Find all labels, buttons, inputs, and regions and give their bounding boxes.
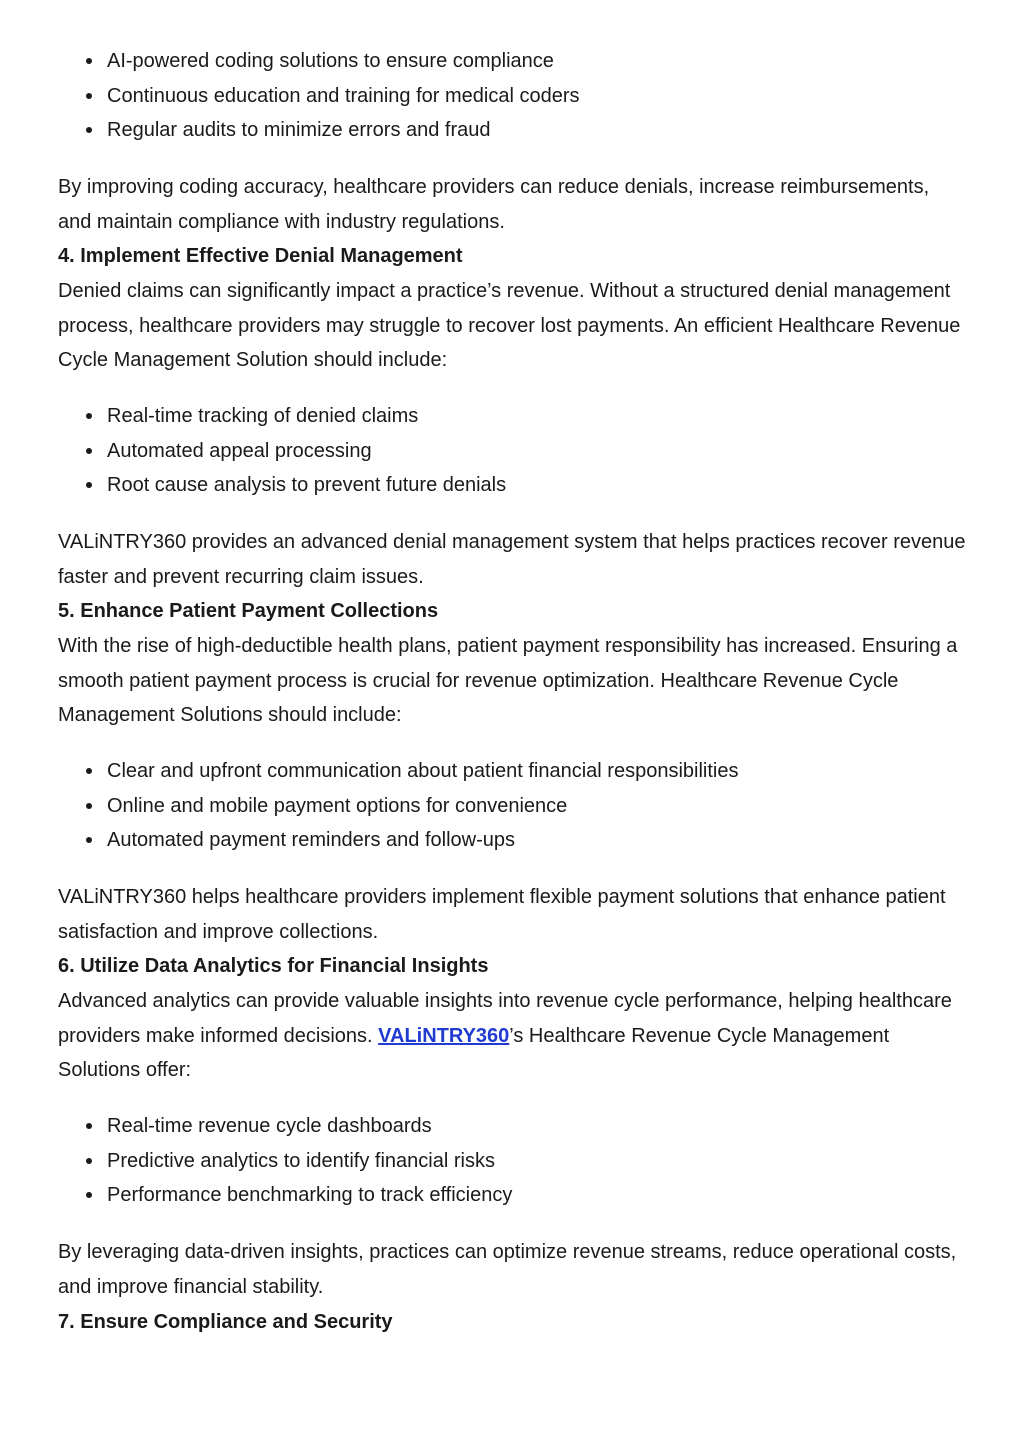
coding-practices-list bbox=[86, 44, 580, 148]
coding-accuracy-paragraph: By improving coding accuracy, healthcare providers can reduce denials, increase reimbursements, and maintain compliance with industry regulations. bbox=[58, 176, 930, 233]
patient-payments-list bbox=[86, 754, 738, 858]
list-item: Real-time tracking of denied claims bbox=[86, 399, 506, 434]
list-item: Performance benchmarking to track efficiency bbox=[86, 1178, 512, 1213]
data-analytics-list bbox=[86, 1109, 512, 1213]
list-item: AI-powered coding solutions to ensure compliance bbox=[86, 44, 580, 79]
section-heading-patient-payments: 5. Enhance Patient Payment Collections bbox=[58, 600, 439, 622]
list-item: Clear and upfront communication about patient financial responsibilities bbox=[86, 754, 738, 789]
list-item: Root cause analysis to prevent future denials bbox=[86, 468, 506, 503]
denial-management-list bbox=[86, 399, 506, 503]
section-heading-denial-management: 4. Implement Effective Denial Management bbox=[58, 245, 463, 267]
list-item: Automated appeal processing bbox=[86, 434, 506, 469]
list-item: Continuous education and training for medical coders bbox=[86, 79, 580, 114]
paragraph-text: ’s Healthcare Revenue Cycle Management Solutions offer: bbox=[58, 1024, 890, 1081]
data-analytics-paragraph bbox=[58, 984, 968, 1088]
list-item: Predictive analytics to identify financial risks bbox=[86, 1144, 512, 1179]
payment-solutions-paragraph: VALiNTRY360 helps healthcare providers implement flexible payment solutions that enhance patient satisfaction and improve collections. bbox=[58, 886, 946, 943]
patient-payments-paragraph: With the rise of high-deductible health plans, patient payment responsibility has increased. Ensuring a smooth patient payment process is crucial for revenue optimization. Healthcare Revenue Cycle Management Solutions should include: bbox=[58, 635, 958, 726]
denial-system-paragraph: VALiNTRY360 provides an advanced denial management system that helps practices recover revenue faster and prevent recurring claim issues. bbox=[58, 531, 966, 588]
section-heading-compliance-security: 7. Ensure Compliance and Security bbox=[58, 1311, 393, 1333]
paragraph-text: Advanced analytics can provide valuable insights into revenue cycle performance, helping healthcare providers make informed decisions. bbox=[58, 990, 952, 1047]
list-item: Online and mobile payment options for convenience bbox=[86, 789, 738, 824]
denial-management-paragraph: Denied claims can significantly impact a practice’s revenue. Without a structured denial management process, healthcare providers may struggle to recover lost payments. An efficient Healthcare Revenue Cycle Management Solution should include: bbox=[58, 280, 961, 371]
list-item: Regular audits to minimize errors and fraud bbox=[86, 113, 580, 148]
valintry360-link[interactable]: VALiNTRY360 bbox=[378, 1024, 510, 1047]
list-item: Automated payment reminders and follow-ups bbox=[86, 823, 738, 858]
section-heading-data-analytics: 6. Utilize Data Analytics for Financial Insights bbox=[58, 955, 489, 977]
list-item: Real-time revenue cycle dashboards bbox=[86, 1109, 512, 1144]
data-insights-paragraph: By leveraging data-driven insights, practices can optimize revenue streams, reduce operational costs, and improve financial stability. bbox=[58, 1241, 957, 1298]
